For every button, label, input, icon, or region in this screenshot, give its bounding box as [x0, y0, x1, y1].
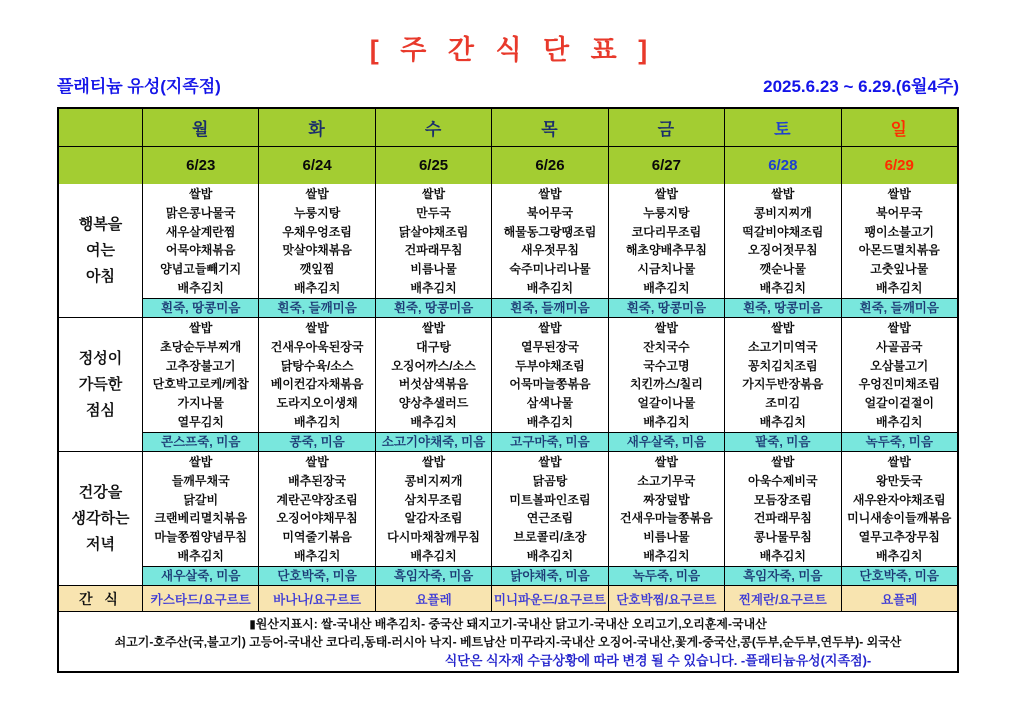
snack-item-1: 카스타드/요구르트 — [143, 586, 259, 611]
dinner-day-2-item-1: 쌀밥 — [305, 455, 329, 469]
breakfast-day-3-item-5: 비름나물 — [410, 262, 457, 277]
breakfast-day-2-item-4: 맛살야채볶음 — [282, 243, 352, 258]
dinner-label-line-1: 건강을 — [78, 483, 123, 501]
lunch-day-7-porridge: 녹두죽, 미음 — [842, 432, 957, 451]
dinner-day-2-item-3: 계란곤약장조림 — [276, 492, 358, 507]
breakfast-day-7-porridge: 흰죽, 들깨미음 — [842, 298, 957, 317]
lunch-day-6-item-6: 배추김치 — [759, 414, 806, 429]
lunch-day-2-item-1: 쌀밥 — [305, 321, 329, 335]
breakfast-day-2-item-2: 누룽지탕 — [293, 205, 341, 220]
corner-cell-days — [59, 109, 143, 146]
breakfast-day-6-item-5: 깻순나물 — [759, 262, 806, 277]
lunch-day-1-item-1: 쌀밥 — [189, 321, 213, 335]
dinner-day-3-item-6: 배추김치 — [410, 548, 457, 563]
lunch-day-2-item-3: 닭탕수육/소스 — [280, 358, 354, 373]
breakfast-day-7-menu — [842, 184, 957, 298]
page-title: [ 주 간 식 단 표 ] — [369, 35, 655, 65]
origin-note-line1: ▮원산지표시: 쌀-국내산 배추김치- 중국산 돼지고기-국내산 닭고기-국내산 오리고기,오리훈제-국내산 — [249, 617, 767, 631]
breakfast-day-7 — [842, 184, 957, 317]
dinner-day-3-porridge: 흑임자죽, 미음 — [376, 566, 491, 585]
dinner-day-1-item-6: 배추김치 — [177, 548, 224, 563]
breakfast-day-4 — [492, 184, 608, 317]
date-cell-2: 6/24 — [259, 147, 375, 184]
snack-item-5: 단호박찜/요구르트 — [609, 586, 725, 611]
dinner-label-line-3: 저녁 — [86, 535, 115, 553]
breakfast-day-5-item-6: 배추김치 — [643, 280, 690, 295]
dinner-day-4-item-2: 닭곰탕 — [532, 473, 568, 488]
breakfast-day-3-porridge: 흰죽, 땅콩미음 — [376, 298, 491, 317]
dinner-day-6-item-3: 모듬장조림 — [753, 492, 812, 507]
lunch-label-line-1: 정성이 — [78, 349, 123, 367]
snack-item-2: 바나나/요구르트 — [259, 586, 375, 611]
lunch-day-1-porridge: 콘스프죽, 미음 — [143, 432, 258, 451]
breakfast-day-2-porridge: 흰죽, 들깨미음 — [259, 298, 374, 317]
breakfast-day-1 — [143, 184, 259, 317]
dinner-day-6 — [725, 452, 841, 585]
breakfast-day-1-item-6: 배추김치 — [177, 280, 224, 295]
dinner-day-6-item-6: 배추김치 — [759, 548, 806, 563]
dinner-day-5-item-1: 쌀밥 — [654, 455, 678, 469]
section-label-breakfast — [59, 184, 143, 317]
dinner-day-1-item-1: 쌀밥 — [189, 455, 213, 469]
day-header-1: 월 — [143, 109, 259, 146]
lunch-day-6-menu — [725, 318, 840, 432]
breakfast-day-7-item-2: 북어무국 — [876, 205, 923, 220]
lunch-day-1-item-5: 가지나물 — [177, 396, 224, 411]
lunch-day-6-item-3: 꽁치김치조림 — [748, 358, 818, 373]
lunch-day-1-item-2: 초당순두부찌개 — [160, 339, 242, 354]
breakfast-day-3-item-1: 쌀밥 — [421, 187, 446, 201]
breakfast-day-4-item-2: 북어무국 — [526, 205, 574, 220]
lunch-day-2-item-4: 베이컨감자채볶음 — [270, 377, 364, 392]
dinner-day-5-item-6: 배추김치 — [643, 548, 690, 563]
dinner-day-4-item-6: 배추김치 — [526, 548, 574, 563]
lunch-day-5-menu — [609, 318, 724, 432]
breakfast-day-5-porridge: 흰죽, 땅콩미음 — [609, 298, 724, 317]
dinner-day-2 — [259, 452, 375, 585]
lunch-day-2-item-5: 도라지오이생채 — [276, 396, 358, 411]
dinner-day-4-menu — [492, 452, 607, 566]
lunch-day-7-menu — [842, 318, 957, 432]
dinner-day-6-item-5: 콩나물무침 — [753, 530, 812, 545]
breakfast-day-1-item-4: 어묵야채볶음 — [165, 243, 236, 258]
branch-name: 플래티늄 유성(지족점) — [57, 77, 221, 96]
dinner-day-2-item-2: 배추된장국 — [288, 473, 347, 488]
dinner-day-5-item-2: 소고기무국 — [637, 473, 696, 488]
dinner-day-5-item-4: 건새우마늘쫑볶음 — [620, 511, 713, 526]
dinner-day-3-item-5: 다시마채참깨무침 — [387, 530, 480, 545]
section-label-lunch — [59, 318, 143, 451]
breakfast-day-7-item-3: 팽이소불고기 — [864, 224, 935, 239]
day-header-3: 수 — [376, 109, 492, 146]
breakfast-day-6-item-1: 쌀밥 — [771, 187, 795, 201]
lunch-day-2-porridge: 콩죽, 미음 — [259, 432, 374, 451]
dinner-day-2-item-4: 오징어야채무침 — [276, 511, 358, 526]
dinner-day-1 — [143, 452, 259, 585]
breakfast-day-3-menu — [376, 184, 491, 298]
dinner-day-6-porridge: 흑임자죽, 미음 — [725, 566, 840, 585]
breakfast-day-7-item-4: 아몬드멸치볶음 — [858, 243, 940, 258]
day-header-2: 화 — [259, 109, 375, 146]
dinner-day-4 — [492, 452, 608, 585]
dinner-day-3-item-3: 삼치무조림 — [404, 492, 463, 507]
dinner-day-2-menu — [259, 452, 374, 566]
meal-sections — [59, 184, 957, 585]
lunch-day-5-item-6: 배추김치 — [643, 414, 690, 429]
dinner-day-3-item-1: 쌀밥 — [421, 455, 446, 469]
lunch-day-4-item-4: 어묵마늘쫑볶음 — [509, 377, 591, 392]
breakfast-day-6-item-6: 배추김치 — [759, 280, 806, 295]
section-breakfast — [59, 184, 957, 317]
lunch-day-7-item-6: 배추김치 — [876, 414, 923, 429]
dinner-day-7-item-5: 열무고추장무침 — [858, 530, 940, 545]
dinner-day-1-item-4: 크랜베리멸치볶음 — [154, 511, 248, 526]
date-cell-3: 6/25 — [376, 147, 492, 184]
dinner-day-7-porridge: 단호박죽, 미음 — [842, 566, 957, 585]
lunch-day-2-menu — [259, 318, 374, 432]
date-row — [59, 146, 957, 184]
breakfast-day-2-item-5: 깻잎찜 — [299, 262, 335, 277]
snack-item-4: 미니파운드/요구르트 — [492, 586, 608, 611]
breakfast-day-2-item-3: 우채우엉조림 — [282, 224, 352, 239]
menu-table — [57, 107, 959, 673]
lunch-day-3 — [376, 318, 492, 451]
snack-item-3: 요플레 — [376, 586, 492, 611]
lunch-day-3-item-3: 오징어까스/소스 — [391, 358, 476, 373]
dinner-label-line-2: 생각하는 — [71, 509, 130, 527]
day-header-5: 금 — [609, 109, 725, 146]
snack-item-6: 찐계란/요구르트 — [725, 586, 841, 611]
date-cell-7: 6/29 — [842, 147, 957, 184]
section-dinner — [59, 451, 957, 585]
lunch-day-4-item-5: 삼색나물 — [526, 396, 574, 411]
breakfast-day-2-menu — [259, 184, 374, 298]
dinner-day-7-menu — [842, 452, 957, 566]
lunch-day-6-item-1: 쌀밥 — [771, 321, 795, 335]
breakfast-day-1-item-5: 양념고들빼기지 — [160, 262, 242, 277]
lunch-day-7-item-4: 우엉진미채조림 — [858, 377, 940, 392]
breakfast-day-3-item-4: 건파래무침 — [404, 243, 463, 258]
lunch-day-4 — [492, 318, 608, 451]
dinner-day-4-porridge: 닭야채죽, 미음 — [492, 566, 607, 585]
lunch-day-2 — [259, 318, 375, 451]
dinner-day-1-porridge: 새우살죽, 미음 — [143, 566, 258, 585]
breakfast-day-4-item-5: 숙주미나리나물 — [509, 262, 591, 277]
breakfast-day-7-item-1: 쌀밥 — [887, 187, 911, 201]
dinner-day-6-menu — [725, 452, 840, 566]
dinner-day-7-item-3: 새우완자야채조림 — [852, 492, 946, 507]
lunch-day-3-item-4: 버섯삼색볶음 — [398, 377, 469, 392]
breakfast-day-5-item-1: 쌀밥 — [654, 187, 678, 201]
lunch-day-5-item-1: 쌀밥 — [654, 321, 678, 335]
lunch-label-line-3: 점심 — [86, 401, 115, 419]
dinner-day-7-item-1: 쌀밥 — [887, 455, 911, 469]
breakfast-day-6-menu — [725, 184, 840, 298]
dinner-day-3-menu — [376, 452, 491, 566]
breakfast-day-4-item-4: 새우젓무침 — [520, 243, 579, 258]
dinner-day-2-porridge: 단호박죽, 미음 — [259, 566, 374, 585]
breakfast-day-3-item-6: 배추김치 — [410, 280, 457, 295]
dinner-day-6-item-4: 건파래무침 — [753, 511, 812, 526]
breakfast-day-4-item-6: 배추김치 — [526, 280, 574, 295]
lunch-day-4-porridge: 고구마죽, 미음 — [492, 432, 607, 451]
lunch-day-6 — [725, 318, 841, 451]
lunch-day-7-item-3: 오삼불고기 — [870, 358, 929, 373]
lunch-day-6-porridge: 팥죽, 미음 — [725, 432, 840, 451]
lunch-day-6-item-4: 가지두반장볶음 — [742, 377, 824, 392]
lunch-day-5-porridge: 새우살죽, 미음 — [609, 432, 724, 451]
dinner-day-3 — [376, 452, 492, 585]
snack-row — [59, 585, 957, 611]
date-cell-5: 6/27 — [609, 147, 725, 184]
breakfast-day-6-item-2: 콩비지찌개 — [753, 205, 812, 220]
dinner-day-1-item-5: 마늘쫑찜양념무침 — [154, 530, 248, 545]
lunch-day-3-item-1: 쌀밥 — [421, 321, 446, 335]
breakfast-day-4-menu — [492, 184, 607, 298]
breakfast-day-4-item-1: 쌀밥 — [538, 187, 562, 201]
dinner-day-3-item-4: 알감자조림 — [404, 511, 463, 526]
breakfast-day-5-item-5: 시금치나물 — [637, 262, 696, 277]
lunch-day-1 — [143, 318, 259, 451]
breakfast-day-2 — [259, 184, 375, 317]
dinner-day-1-menu — [143, 452, 258, 566]
lunch-day-3-item-6: 배추김치 — [410, 414, 457, 429]
date-range: 2025.6.23 ~ 6.29.(6월4주) — [763, 77, 959, 96]
dinner-day-7-item-2: 왕만둣국 — [876, 473, 923, 488]
date-cell-6: 6/28 — [725, 147, 841, 184]
lunch-day-7-item-5: 얼갈이겉절이 — [864, 396, 935, 411]
breakfast-day-6-porridge: 흰죽, 땅콩미음 — [725, 298, 840, 317]
dinner-day-6-item-2: 아욱수제비국 — [748, 473, 818, 488]
lunch-day-2-item-2: 건새우아욱된장국 — [270, 339, 364, 354]
dinner-day-4-item-4: 연근조림 — [526, 511, 574, 526]
lunch-day-7-item-1: 쌀밥 — [887, 321, 911, 335]
lunch-day-1-menu — [143, 318, 258, 432]
dinner-day-5-item-3: 짜장덮밥 — [643, 492, 690, 507]
day-header-6: 토 — [725, 109, 841, 146]
breakfast-day-3-item-3: 닭살야채조림 — [398, 224, 469, 239]
breakfast-day-3 — [376, 184, 492, 317]
dinner-day-1-item-3: 닭갈비 — [183, 492, 219, 507]
breakfast-day-5-item-3: 코다리무조림 — [631, 224, 702, 239]
breakfast-day-5 — [609, 184, 725, 317]
breakfast-label-line-3: 아침 — [86, 267, 115, 285]
dinner-day-3-item-2: 콩비지찌개 — [404, 473, 463, 488]
change-notice: 식단은 식자재 수급상황에 따라 변경 될 수 있습니다. -플래티늄유성(지족점)- — [444, 653, 872, 668]
lunch-day-6-item-5: 조미김 — [765, 396, 801, 411]
breakfast-label-line-1: 행복을 — [78, 215, 123, 233]
lunch-day-1-item-4: 단호박고로케/케찹 — [152, 377, 249, 392]
dinner-day-2-item-5: 미역줄기볶음 — [282, 530, 352, 545]
breakfast-day-2-item-1: 쌀밥 — [305, 187, 329, 201]
section-lunch — [59, 317, 957, 451]
lunch-day-4-item-6: 배추김치 — [526, 414, 574, 429]
breakfast-day-1-menu — [143, 184, 258, 298]
lunch-day-2-item-6: 배추김치 — [293, 414, 341, 429]
breakfast-day-4-item-3: 해물동그랑땡조림 — [503, 224, 597, 239]
lunch-day-4-item-3: 두부야채조림 — [515, 358, 585, 373]
dinner-day-7-item-4: 미니새송이들깨볶음 — [847, 511, 952, 526]
lunch-day-5-item-2: 잔치국수 — [643, 339, 690, 354]
snack-label: 간 식 — [59, 586, 143, 611]
subheader — [57, 72, 959, 97]
dinner-day-4-item-3: 미트볼파인조림 — [509, 492, 591, 507]
lunch-day-5 — [609, 318, 725, 451]
section-label-dinner — [59, 452, 143, 585]
breakfast-label-line-2: 여는 — [86, 241, 115, 259]
breakfast-day-6 — [725, 184, 841, 317]
day-header-row — [59, 109, 957, 146]
date-cell-4: 6/26 — [492, 147, 608, 184]
lunch-day-7-item-2: 사골곰국 — [876, 339, 923, 354]
lunch-day-5-item-3: 국수고명 — [643, 358, 690, 373]
lunch-day-5-item-5: 얼갈이나물 — [637, 396, 696, 411]
lunch-day-7 — [842, 318, 957, 451]
breakfast-day-7-item-5: 고춧잎나물 — [870, 262, 929, 277]
lunch-day-1-item-6: 열무김치 — [177, 414, 224, 429]
dinner-day-6-item-1: 쌀밥 — [771, 455, 795, 469]
breakfast-day-5-item-4: 해초양배추무침 — [625, 243, 707, 258]
breakfast-day-1-item-3: 새우살계란찜 — [165, 224, 236, 239]
lunch-day-3-item-2: 대구탕 — [416, 339, 451, 354]
breakfast-day-5-menu — [609, 184, 724, 298]
dinner-day-7 — [842, 452, 957, 585]
dinner-day-1-item-2: 들깨무채국 — [171, 473, 230, 488]
corner-cell-dates — [59, 147, 143, 184]
lunch-day-5-item-4: 치킨까스/칠리 — [629, 377, 703, 392]
origin-note-line2: 쇠고기-호주산(국,불고기) 고등어-국내산 코다리,동태-러시아 낙지- 베트남산 미꾸라지-국내산 오징어-국내산,꽃게-중국산,콩(두부,순두부,연두부)- 외국산 — [114, 635, 902, 649]
lunch-day-3-item-5: 양상추샐러드 — [398, 396, 469, 411]
breakfast-day-1-porridge: 흰죽, 땅콩미음 — [143, 298, 258, 317]
breakfast-day-1-item-2: 맑은콩나물국 — [165, 205, 236, 220]
date-cell-1: 6/23 — [143, 147, 259, 184]
dinner-day-5 — [609, 452, 725, 585]
dinner-day-2-item-6: 배추김치 — [293, 548, 341, 563]
breakfast-day-5-item-2: 누룽지탕 — [643, 205, 690, 220]
lunch-day-4-item-2: 열무된장국 — [520, 339, 579, 354]
dinner-day-5-menu — [609, 452, 724, 566]
lunch-day-1-item-3: 고추장불고기 — [165, 358, 236, 373]
breakfast-day-4-porridge: 흰죽, 들깨미음 — [492, 298, 607, 317]
footer-notes — [59, 611, 957, 671]
breakfast-day-2-item-6: 배추김치 — [293, 280, 341, 295]
breakfast-day-1-item-1: 쌀밥 — [189, 187, 213, 201]
dinner-day-5-porridge: 녹두죽, 미음 — [609, 566, 724, 585]
lunch-day-6-item-2: 소고기미역국 — [748, 339, 818, 354]
lunch-day-3-porridge: 소고기야채죽, 미음 — [376, 432, 491, 451]
dinner-day-4-item-5: 브로콜리/초장 — [513, 530, 587, 545]
day-header-7: 일 — [842, 109, 957, 146]
lunch-label-line-2: 가득한 — [78, 375, 123, 393]
day-header-4: 목 — [492, 109, 608, 146]
breakfast-day-7-item-6: 배추김치 — [876, 280, 923, 295]
dinner-day-5-item-5: 비름나물 — [643, 530, 690, 545]
dinner-day-4-item-1: 쌀밥 — [538, 455, 562, 469]
lunch-day-3-menu — [376, 318, 491, 432]
lunch-day-4-item-1: 쌀밥 — [538, 321, 562, 335]
breakfast-day-6-item-4: 오징어젓무침 — [748, 243, 818, 258]
breakfast-day-3-item-2: 만두국 — [416, 205, 451, 220]
snack-item-7: 요플레 — [881, 592, 918, 607]
breakfast-day-6-item-3: 떡갈비야채조림 — [742, 224, 824, 239]
dinner-day-7-item-6: 배추김치 — [876, 548, 923, 563]
lunch-day-4-menu — [492, 318, 607, 432]
